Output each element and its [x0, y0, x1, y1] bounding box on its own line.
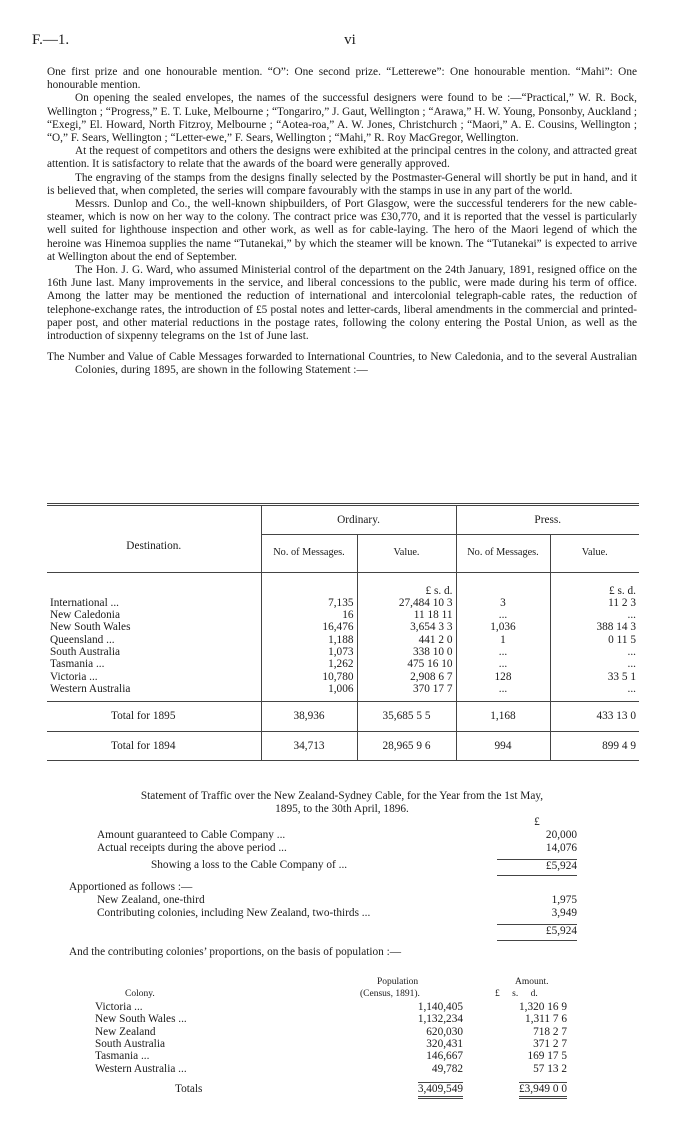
- list-item: [95, 1063, 655, 1075]
- list-item: [95, 1038, 655, 1050]
- press-value-cell: ...: [550, 658, 639, 670]
- table-row: [47, 634, 639, 646]
- cable-rows: [47, 597, 639, 702]
- colony-population: 1,132,234: [417, 1013, 463, 1026]
- total-1895-label: Total for 1895: [111, 710, 176, 723]
- cable-messages-table: [47, 503, 639, 761]
- table-row: [47, 609, 639, 621]
- colony-amount: 169 17 5: [527, 1050, 567, 1063]
- totals-population: 3,409,549: [418, 1082, 463, 1098]
- colony-amount: 1,311 7 6: [525, 1013, 567, 1026]
- table-row: [47, 671, 639, 683]
- pound-symbol: £: [534, 816, 540, 828]
- nz-value: 1,975: [551, 894, 577, 906]
- lsd-header: £ s. d.: [495, 989, 538, 1000]
- total-1894-label: Total for 1894: [111, 739, 176, 752]
- colony-amount: 371 2 7: [533, 1037, 567, 1050]
- totals-amount: £3,949 0 0: [519, 1082, 567, 1098]
- cell: 34,713: [261, 731, 357, 760]
- totals-label: Totals: [175, 1083, 203, 1096]
- paragraph: At the request of competitors and others the designs were exhibited at the principal centres in the colony, and attracted great attention. It is satisfactory to relate that the awards of the board were generally approved.: [47, 145, 637, 171]
- traffic-heading: [47, 790, 637, 816]
- ordinary-value-cell: 475 16 10: [357, 658, 456, 670]
- page-number: vi: [344, 32, 356, 48]
- destination-cell: New Caledonia: [50, 609, 120, 622]
- press-messages-cell: ...: [456, 683, 550, 702]
- cell: 994: [456, 731, 550, 760]
- colony-name: Tasmania ...: [95, 1050, 150, 1063]
- lsd-header: £ s. d.: [357, 572, 456, 597]
- ordinary-messages-cell: 10,780: [261, 671, 357, 683]
- ordinary-value-cell: 3,654 3 3: [357, 621, 456, 633]
- lsd-header: £ s. d.: [550, 572, 639, 597]
- traffic-statement: [47, 790, 637, 959]
- destination-cell: Victoria ...: [50, 670, 98, 683]
- colony-name: Western Australia ...: [95, 1062, 187, 1075]
- press-messages-cell: ...: [456, 646, 550, 658]
- cell: 433 13 0: [550, 702, 639, 731]
- colony-rows: [95, 1001, 655, 1075]
- colony-proportions-table: [95, 976, 655, 1097]
- receipts-label: Actual receipts during the above period ...: [97, 842, 287, 854]
- ordinary-messages-cell: 1,073: [261, 646, 357, 658]
- colony-population: 146,667: [426, 1050, 463, 1063]
- colony-population: 620,030: [426, 1025, 463, 1038]
- press-messages-cell: 1,036: [456, 621, 550, 633]
- ordinary-value-cell: 370 17 7: [357, 683, 456, 702]
- cell: 28,965 9 6: [357, 731, 456, 760]
- paragraph: The Hon. J. G. Ward, who assumed Ministerial control of the department on the 24th January, 1891, resigned office on the 16th June last. Many improvements in the service, and liberal concessions to the public, were made during his term of office. Among the latter may be mentioned the reduction of international and intercolonial telegraph-cable rates, the reduction of telephone-exchange rates, the introduction of £5 postal notes and letter-cards, liberal amendments in the commercial and printed-paper post, and other material reductions in the postage rates, following the colony entering the Postal Union, as well as the introduction of sixpenny telegrams on the 1st of June last.: [47, 264, 637, 343]
- ordinary-value-cell: 27,484 10 3: [357, 597, 456, 609]
- press-value-cell: ...: [550, 646, 639, 658]
- colony-population: 320,431: [426, 1037, 463, 1050]
- ordinary-value-cell: 338 10 0: [357, 646, 456, 658]
- ordinary-messages-cell: 1,262: [261, 658, 357, 670]
- colony-amount: 57 13 2: [533, 1062, 567, 1075]
- press-messages-cell: 3: [456, 597, 550, 609]
- paragraph: On opening the sealed envelopes, the names of the successful designers were found to be :—“Practical,” W. R. Bock, Wellington ; “Progress,” E. T. Luke, Melbourne ; “Tongariro,” J. Gaut, Wellington ; “Arawa,” H. W. Young, Ponsonby, Auckland ; “Exegi,” El. Howard, North Fitzroy, Melbourne ; “Aotea-roa,” A. W. Jones, Christchurch ; “Maori,” A. E. Cousins, Wellington ; “O,” F. Sears, Wellington ; “Letter-ewe,” F. Sears, Wellington ; “Mahi,” R. Roy MacGregor, Wellington.: [47, 92, 637, 145]
- press-value-cell: 388 14 3: [550, 621, 639, 633]
- ordinary-value-cell: 2,908 6 7: [357, 671, 456, 683]
- list-item: [95, 1026, 655, 1038]
- contrib-label: Contributing colonies, including New Zealand, two-thirds ...: [97, 907, 371, 919]
- colony-population: 49,782: [431, 1062, 463, 1075]
- ordinary-messages-cell: 7,135: [261, 597, 357, 609]
- colony-amount: 718 2 7: [533, 1025, 567, 1038]
- table-row: [47, 597, 639, 609]
- cell: 899 4 9: [550, 731, 639, 760]
- list-item: [95, 1013, 655, 1025]
- colony-name: Victoria ...: [95, 1000, 143, 1013]
- table-heading: The Number and Value of Cable Messages forwarded to International Countries, to New Caledonia, and to the several Australian Colonies, during 1895, are shown in the following Statement :—: [47, 351, 637, 377]
- table-row: [47, 646, 639, 658]
- colony-name: South Australia: [95, 1037, 165, 1050]
- press-value-cell: 0 11 5: [550, 634, 639, 646]
- colony-population: 1,140,405: [417, 1000, 463, 1013]
- cell: 35,685 5 5: [357, 702, 456, 731]
- traffic-heading-line: 1895, to the 30th April, 1896.: [275, 803, 409, 815]
- destination-cell: Tasmania ...: [50, 658, 105, 671]
- ordinary-messages-cell: 1,006: [261, 683, 357, 702]
- list-item: [95, 1001, 655, 1013]
- destination-cell: Western Australia: [50, 682, 131, 695]
- paragraph: Messrs. Dunlop and Co., the well-known shipbuilders, of Port Glasgow, were the successful tenderers for the new cable-steamer, which is now on her way to the colony. The contract price was £30,770, and it is reported that the vessel is particularly well suited for lighthouse inspection and other work, as well as for cable-laying. The hero of the Maori legend of which the heroine was Hinemoa supplies the name “Tutanekai,” by which the steamer will be known. The “Tutanekai” is expected to arrive at Wellington about the end of September.: [47, 198, 637, 263]
- press-messages-cell: ...: [456, 609, 550, 621]
- col-ordinary: Ordinary.: [261, 505, 456, 535]
- apportioned-total: £5,924: [497, 924, 577, 941]
- colony-name: New South Wales ...: [95, 1013, 187, 1026]
- press-messages-cell: 1: [456, 634, 550, 646]
- col-census: (Census, 1891).: [360, 989, 420, 1000]
- destination-cell: International ...: [50, 596, 120, 609]
- ordinary-messages-cell: 16,476: [261, 621, 357, 633]
- press-value-cell: ...: [550, 683, 639, 702]
- list-item: [95, 1050, 655, 1062]
- cell: 38,936: [261, 702, 357, 731]
- destination-cell: South Australia: [50, 646, 120, 659]
- press-messages-cell: ...: [456, 658, 550, 670]
- table-row: [47, 683, 639, 702]
- col-ordinary-messages: No. of Messages.: [261, 535, 357, 572]
- ordinary-messages-cell: 16: [261, 609, 357, 621]
- contrib-value: 3,949: [551, 907, 577, 919]
- press-messages-cell: 128: [456, 671, 550, 683]
- loss-value: £5,924: [497, 859, 577, 876]
- destination-cell: New South Wales: [50, 621, 131, 634]
- table-row: [47, 658, 639, 670]
- press-value-cell: 33 5 1: [550, 671, 639, 683]
- loss-label: Showing a loss to the Cable Company of ...: [151, 859, 348, 871]
- press-value-cell: ...: [550, 609, 639, 621]
- col-press: Press.: [456, 505, 639, 535]
- body-text: [47, 66, 637, 378]
- nz-label: New Zealand, one-third: [97, 894, 205, 906]
- ordinary-messages-cell: 1,188: [261, 634, 357, 646]
- col-press-value: Value.: [550, 535, 639, 572]
- page-header: [32, 32, 668, 52]
- col-destination: Destination.: [47, 505, 261, 573]
- document-reference: F.—1.: [32, 32, 70, 48]
- ordinary-value-cell: 441 2 0: [357, 634, 456, 646]
- colony-amount: 1,320 16 9: [518, 1000, 567, 1013]
- table-row: [47, 621, 639, 633]
- paragraph: The engraving of the stamps from the designs finally selected by the Postmaster-General will shortly be put in hand, and it is believed that, when completed, the series will compare favourably with the stamps in use in any part of the world.: [47, 171, 637, 197]
- col-press-messages: No. of Messages.: [456, 535, 550, 572]
- cell: 1,168: [456, 702, 550, 731]
- apportioned-label: Apportioned as follows :—: [69, 881, 193, 893]
- ordinary-value-cell: 11 18 11: [357, 609, 456, 621]
- traffic-heading-line: Statement of Traffic over the New Zealand-Sydney Cable, for the Year from the 1st May,: [140, 790, 544, 802]
- proportions-label: And the contributing colonies’ proportions, on the basis of population :—: [69, 946, 402, 958]
- col-population: Population: [377, 977, 419, 987]
- guaranteed-label: Amount guaranteed to Cable Company ...: [97, 829, 286, 841]
- press-value-cell: 11 2 3: [550, 597, 639, 609]
- guaranteed-value: 20,000: [545, 829, 577, 841]
- col-colony: Colony.: [125, 989, 155, 1000]
- colony-name: New Zealand: [95, 1025, 156, 1038]
- destination-cell: Queensland ...: [50, 633, 115, 646]
- receipts-value: 14,076: [545, 842, 577, 854]
- col-amount: Amount.: [515, 977, 549, 987]
- col-ordinary-value: Value.: [357, 535, 456, 572]
- paragraph: One first prize and one honourable mention. “O”: One second prize. “Letterewe”: One honourable mention. “Mahi”: One honourable mention.: [47, 66, 637, 92]
